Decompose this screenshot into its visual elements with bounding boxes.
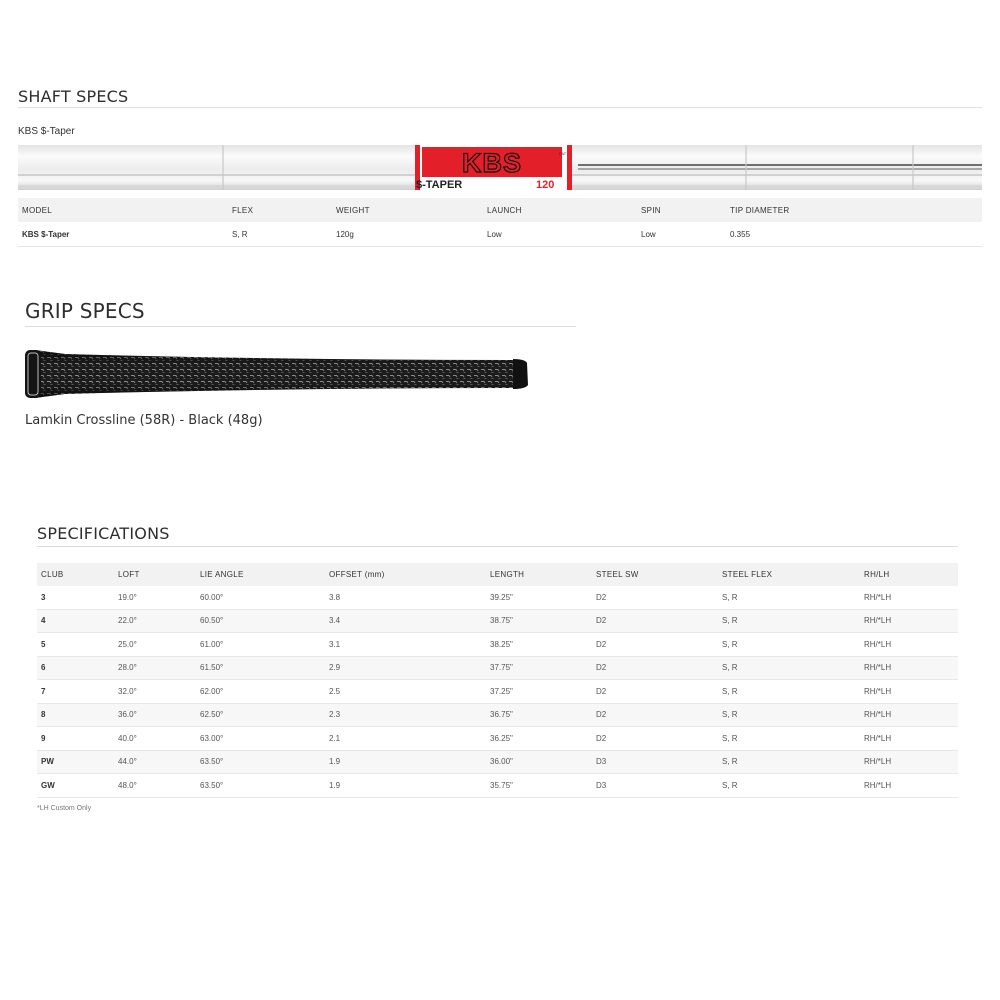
- cell-tip-diameter: 0.355: [726, 222, 982, 247]
- cell-rh-lh: RH/*LH: [860, 633, 958, 657]
- grip-image: [25, 350, 530, 398]
- cell-loft: 44.0°: [114, 750, 196, 774]
- cell-steel-sw: D2: [592, 727, 718, 751]
- svg-text:120: 120: [536, 179, 555, 190]
- cell-loft: 25.0°: [114, 633, 196, 657]
- shaft-specs-title: SHAFT SPECS: [18, 87, 129, 106]
- cell-steel-flex: S, R: [718, 586, 860, 609]
- cell-steel-sw: D2: [592, 656, 718, 680]
- cell-steel-flex: S, R: [718, 703, 860, 727]
- cell-lie-angle: 63.00°: [196, 727, 325, 751]
- cell-length: 36.75": [486, 703, 592, 727]
- specifications-table: [37, 563, 958, 798]
- cell-steel-flex: S, R: [718, 680, 860, 704]
- cell-offset: 3.8: [325, 586, 486, 609]
- cell-length: 37.25": [486, 680, 592, 704]
- specifications-body: [37, 586, 958, 797]
- cell-rh-lh: RH/*LH: [860, 750, 958, 774]
- grip-specs-title: GRIP SPECS: [25, 299, 145, 323]
- cell-rh-lh: RH/*LH: [860, 680, 958, 704]
- cell-steel-flex: S, R: [718, 750, 860, 774]
- cell-club: GW: [37, 774, 114, 798]
- table-row: [37, 774, 958, 798]
- cell-offset: 2.3: [325, 703, 486, 727]
- table-row: [37, 633, 958, 657]
- cell-offset: 3.1: [325, 633, 486, 657]
- lh-footnote: *LH Custom Only: [37, 805, 92, 812]
- table-row: [37, 727, 958, 751]
- cell-length: 38.25": [486, 633, 592, 657]
- cell-offset: 1.9: [325, 750, 486, 774]
- cell-lie-angle: 62.00°: [196, 680, 325, 704]
- cell-steel-sw: D2: [592, 703, 718, 727]
- table-row: [37, 680, 958, 704]
- cell-offset: 3.4: [325, 609, 486, 633]
- cell-club: 6: [37, 656, 114, 680]
- specifications-title: SPECIFICATIONS: [37, 524, 170, 543]
- cell-lie-angle: 63.50°: [196, 774, 325, 798]
- cell-lie-angle: 63.50°: [196, 750, 325, 774]
- svg-text:PAT: PAT: [559, 151, 567, 156]
- cell-rh-lh: RH/*LH: [860, 703, 958, 727]
- cell-flex: S, R: [228, 222, 332, 247]
- cell-steel-flex: S, R: [718, 656, 860, 680]
- cell-steel-sw: D2: [592, 633, 718, 657]
- table-row: [37, 656, 958, 680]
- cell-steel-sw: D2: [592, 586, 718, 609]
- header-launch: LAUNCH: [483, 198, 637, 222]
- cell-offset: 1.9: [325, 774, 486, 798]
- header-flex: FLEX: [228, 198, 332, 222]
- cell-rh-lh: RH/*LH: [860, 656, 958, 680]
- header-tip-diameter: TIP DIAMETER: [726, 198, 982, 222]
- header-weight: WEIGHT: [332, 198, 483, 222]
- cell-steel-flex: S, R: [718, 774, 860, 798]
- cell-rh-lh: RH/*LH: [860, 774, 958, 798]
- cell-lie-angle: 60.00°: [196, 586, 325, 609]
- shaft-model-caption: KBS $-Taper: [18, 126, 75, 137]
- header-spin: SPIN: [637, 198, 726, 222]
- header-loft: LOFT: [114, 563, 196, 586]
- cell-launch: Low: [483, 222, 637, 247]
- header-rh-lh: RH/LH: [860, 563, 958, 586]
- cell-steel-sw: D2: [592, 609, 718, 633]
- table-row: [18, 222, 982, 247]
- cell-weight: 120g: [332, 222, 483, 247]
- cell-offset: 2.1: [325, 727, 486, 751]
- cell-club: 4: [37, 609, 114, 633]
- cell-club: 3: [37, 586, 114, 609]
- cell-length: 35.75": [486, 774, 592, 798]
- cell-steel-sw: D3: [592, 750, 718, 774]
- cell-steel-flex: S, R: [718, 633, 860, 657]
- cell-loft: 28.0°: [114, 656, 196, 680]
- kbs-logo: [415, 145, 572, 190]
- header-steel-sw: STEEL SW: [592, 563, 718, 586]
- cell-club: 9: [37, 727, 114, 751]
- cell-steel-flex: S, R: [718, 609, 860, 633]
- header-model: MODEL: [18, 198, 228, 222]
- cell-offset: 2.9: [325, 656, 486, 680]
- cell-steel-sw: D2: [592, 680, 718, 704]
- cell-lie-angle: 60.50°: [196, 609, 325, 633]
- table-row: [37, 586, 958, 609]
- cell-club: 5: [37, 633, 114, 657]
- svg-text:$-TAPER: $-TAPER: [416, 179, 463, 190]
- shaft-table-header: [18, 198, 982, 222]
- cell-length: 37.75": [486, 656, 592, 680]
- cell-length: 38.75": [486, 609, 592, 633]
- cell-lie-angle: 61.50°: [196, 656, 325, 680]
- header-steel-flex: STEEL FLEX: [718, 563, 860, 586]
- cell-length: 36.00": [486, 750, 592, 774]
- shaft-specs-divider: [18, 107, 982, 108]
- specifications-divider: [37, 546, 958, 547]
- shaft-specs-table: [18, 198, 982, 247]
- cell-loft: 19.0°: [114, 586, 196, 609]
- cell-club: PW: [37, 750, 114, 774]
- grip-model-caption: Lamkin Crossline (58R) - Black (48g): [25, 413, 263, 428]
- cell-loft: 40.0°: [114, 727, 196, 751]
- cell-lie-angle: 62.50°: [196, 703, 325, 727]
- cell-rh-lh: RH/*LH: [860, 586, 958, 609]
- table-row: [37, 703, 958, 727]
- cell-length: 36.25": [486, 727, 592, 751]
- svg-text:KBS: KBS: [461, 148, 523, 178]
- cell-steel-sw: D3: [592, 774, 718, 798]
- cell-loft: 32.0°: [114, 680, 196, 704]
- cell-lie-angle: 61.00°: [196, 633, 325, 657]
- cell-loft: 22.0°: [114, 609, 196, 633]
- cell-offset: 2.5: [325, 680, 486, 704]
- header-offset: OFFSET (mm): [325, 563, 486, 586]
- table-row: [37, 750, 958, 774]
- cell-rh-lh: RH/*LH: [860, 727, 958, 751]
- cell-spin: Low: [637, 222, 726, 247]
- cell-club: 8: [37, 703, 114, 727]
- cell-length: 39.25": [486, 586, 592, 609]
- cell-loft: 36.0°: [114, 703, 196, 727]
- header-club: CLUB: [37, 563, 114, 586]
- cell-club: 7: [37, 680, 114, 704]
- shaft-image: [18, 145, 982, 190]
- cell-loft: 48.0°: [114, 774, 196, 798]
- grip-specs-divider: [25, 326, 576, 327]
- header-length: LENGTH: [486, 563, 592, 586]
- header-lie-angle: LIE ANGLE: [196, 563, 325, 586]
- spec-table-header: [37, 563, 958, 586]
- table-row: [37, 609, 958, 633]
- cell-steel-flex: S, R: [718, 727, 860, 751]
- cell-model: KBS $-Taper: [18, 222, 228, 247]
- cell-rh-lh: RH/*LH: [860, 609, 958, 633]
